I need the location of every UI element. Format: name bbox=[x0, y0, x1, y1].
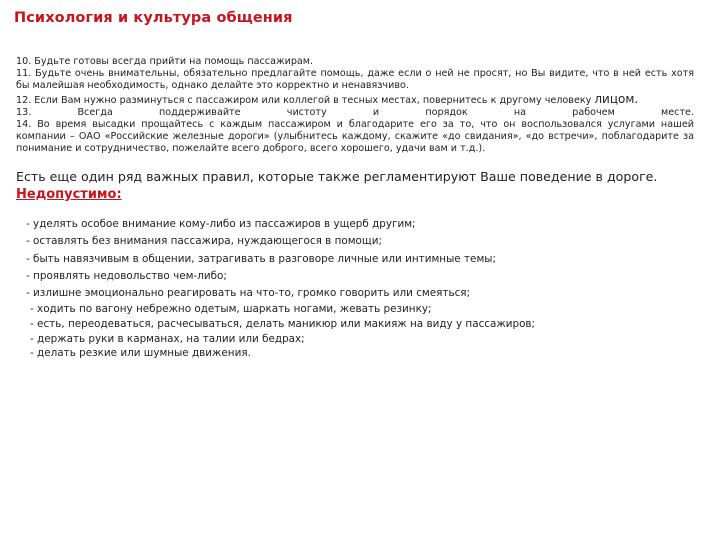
lead-sentence: Есть еще один ряд важных правил, которые также регламентируют Ваше поведение в дороге. bbox=[16, 169, 658, 184]
forbidden-list bbox=[26, 216, 706, 361]
rule-12-text: 12. Если Вам нужно разминуться с пассажиром или коллегой в тесных местах, повернитесь к другому человеку bbox=[16, 94, 592, 106]
slide-title: Психология и культура общения bbox=[14, 10, 293, 26]
forbidden-item: - делать резкие или шумные движения. bbox=[30, 347, 251, 360]
rules-list bbox=[16, 56, 694, 156]
forbidden-item: - ходить по вагону небрежно одетым, шаркать ногами, жевать резинку; bbox=[30, 303, 432, 316]
forbidden-item: - быть навязчивым в общении, затрагивать в разговоре личные или интимные темы; bbox=[26, 252, 496, 265]
rule-10: 10. Будьте готовы всегда прийти на помощь пассажирам. bbox=[16, 56, 314, 67]
rule-12 bbox=[16, 93, 694, 107]
forbidden-item: - оставлять без внимания пассажира, нуждающегося в помощи; bbox=[26, 235, 382, 248]
forbidden-item: - есть, переодеваться, расчесываться, делать маникюр или макияж на виду у пассажиров; bbox=[30, 318, 536, 331]
rule-12-word: лицом. bbox=[594, 91, 639, 106]
rule-11: 11. Будьте очень внимательны, обязательно предлагайте помощь, даже если о ней не просят, но Вы видите, что в ней есть хотя бы малейшая необходимость, однако делайте это корректно и ненавязчиво. bbox=[16, 68, 694, 92]
forbidden-item: - держать руки в карманах, на талии или бедрах; bbox=[30, 332, 305, 345]
forbidden-item: - уделять особое внимание кому-либо из пассажиров в ущерб другим; bbox=[26, 218, 416, 230]
rule-13: 13. Всегда поддерживайте чистоту и порядок на рабочем месте. bbox=[16, 106, 694, 118]
rule-14: 14. Во время высадки прощайтесь с каждым пассажиром и благодарите его за то, что он воспользовался услугами нашей компании – ОАО «Российские железные дороги» (улыбнитесь каждому, скажите «до свидания», «до встречи», поблагодарите за понимание и сотрудничество, пожелайте всего доброго, всего хорошего, удачи вам и т.д.). bbox=[16, 119, 694, 155]
forbidden-heading: Недопустимо: bbox=[16, 187, 122, 202]
forbidden-item: - проявлять недовольство чем-либо; bbox=[26, 269, 227, 282]
forbidden-item: - излишне эмоционально реагировать на что-то, громко говорить или смеяться; bbox=[26, 287, 471, 300]
